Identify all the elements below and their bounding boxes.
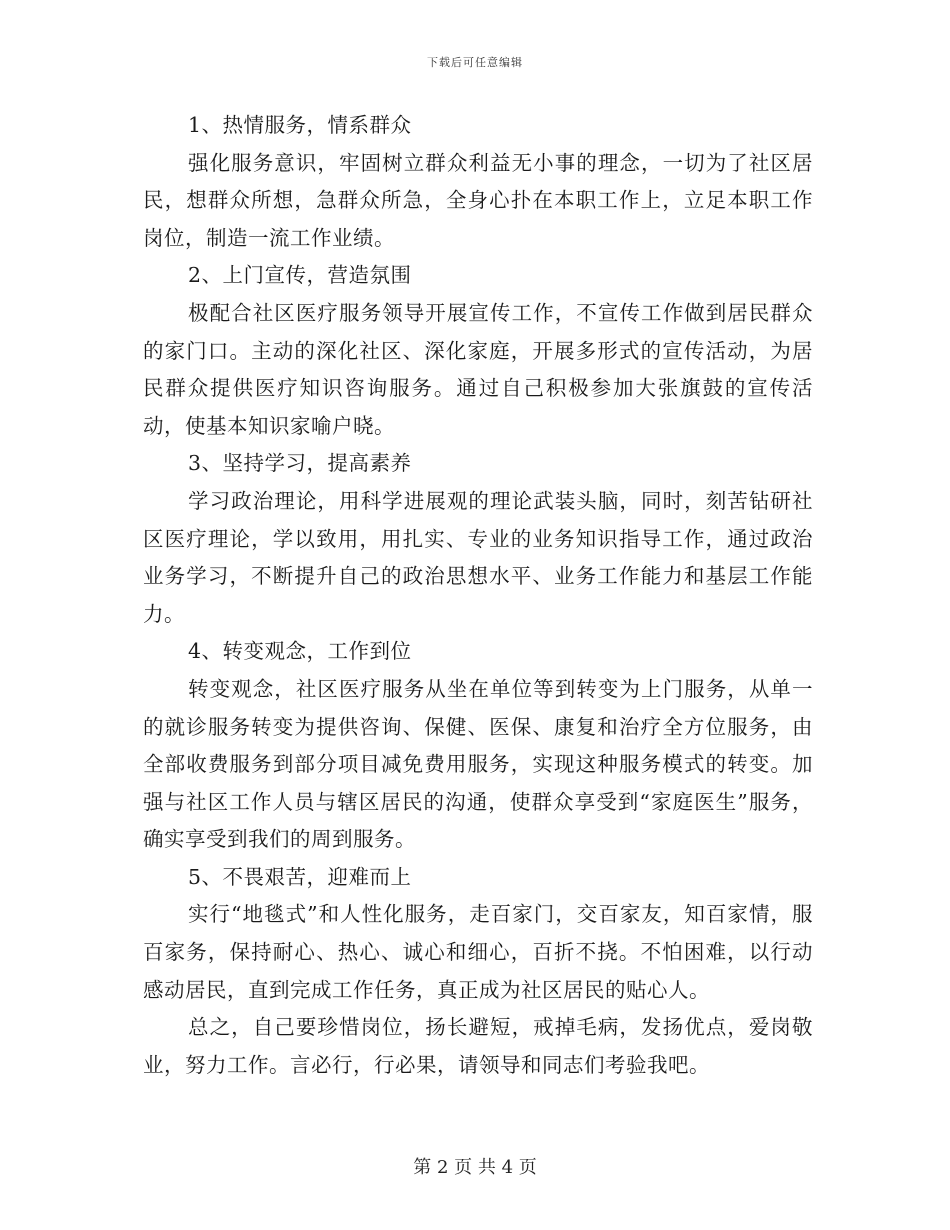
section-body-3: 学习政治理论，用科学进展观的理论武装头脑，同时，刻苦钻研社区医疗理论，学以致用，用扎实、专业的业务知识指导工作，通过政治业务学习，不断提升自己的政治思想水平、业务工作能力和基层工作能力。	[143, 488, 813, 626]
section-body-4: 转变观念，社区医疗服务从坐在单位等到转变为上门服务，从单一的就诊服务转变为提供咨询、保健、医保、康复和治疗全方位服务，由全部收费服务到部分项目减免费用服务，实现这种服务模式的转变。加强与社区工作人员与辖区居民的沟通，使群众享受到“家庭医生”服务，确实享受到我们的周到服务。	[143, 676, 813, 852]
section-heading-1: 1、热情服务，情系群众	[188, 113, 412, 137]
section-heading-5: 5、不畏艰苦，迎难而上	[188, 864, 412, 889]
conclusion-paragraph: 总之，自己要珍惜岗位，扬长避短，戒掉毛病，发扬优点，爱岗敬业，努力工作。言必行，行必果，请领导和同志们考验我吧。	[143, 1015, 813, 1077]
section-body-2: 极配合社区医疗服务领导开展宣传工作，不宣传工作做到居民群众的家门口。主动的深化社区、深化家庭，开展多形式的宣传活动，为居民群众提供医疗知识咨询服务。通过自己积极参加大张旗鼓的宣传活动，使基本知识家喻户晓。	[143, 300, 813, 438]
section-heading-2: 2、上门宣传，营造氛围	[188, 263, 412, 288]
section-heading-3: 3、坚持学习，提高素养	[188, 451, 412, 476]
section-heading-4: 4、转变观念，工作到位	[188, 639, 412, 664]
section-body-5: 实行“地毯式”和人性化服务，走百家门，交百家友，知百家情，服百家务，保持耐心、热心、诚心和细心，百折不挠。不怕困难，以行动感动居民，直到完成工作任务，真正成为社区居民的贴心人。	[143, 902, 813, 1002]
page-footer	[0, 1153, 950, 1179]
section-body-1: 强化服务意识，牢固树立群众利益无小事的理念，一切为了社区居民，想群众所想，急群众所急，全身心扑在本职工作上，立足本职工作岗位，制造一流工作业绩。	[143, 150, 813, 250]
page-header: 下载后可任意编辑	[427, 56, 523, 69]
page-number: 第 2 页 共 4 页	[413, 1157, 537, 1178]
document-body	[143, 107, 813, 1084]
